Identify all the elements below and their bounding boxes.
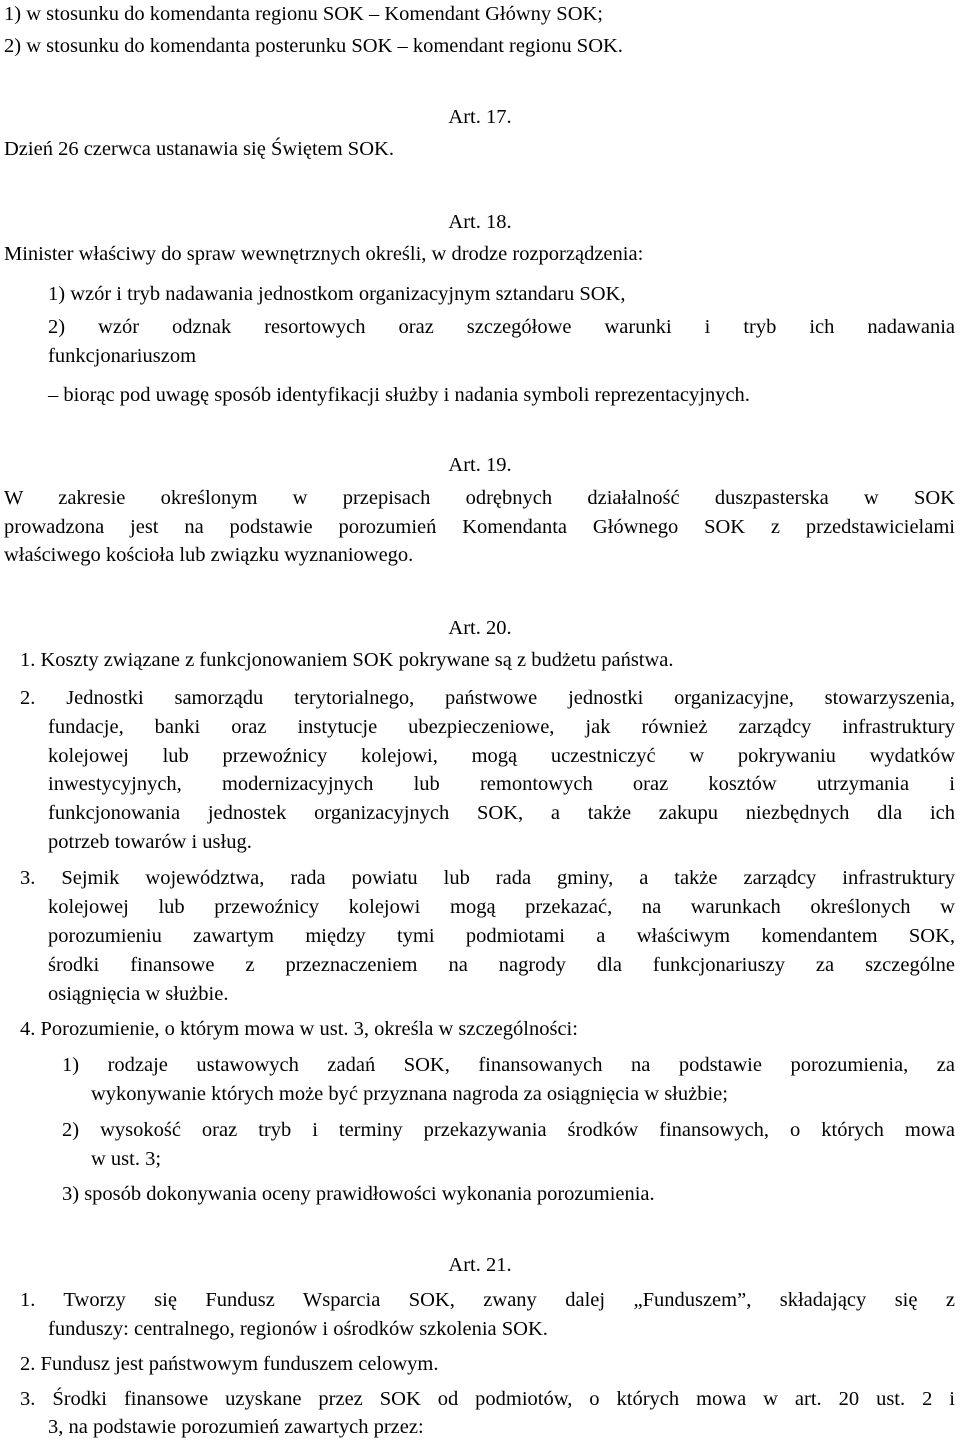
- art20-para-2-line-6: potrzeb towarów i usług.: [48, 831, 252, 853]
- art16-item-2: 2) w stosunku do komendanta posterunku SOK – komendant regionu SOK.: [4, 35, 623, 57]
- art20-para-3-line-5: osiągnięcia w służbie.: [48, 983, 229, 1005]
- art20-para-3-line-4: środki finansowe z przeznaczeniem na nagrody dla funkcjonariuszy za szczególne: [48, 954, 955, 976]
- art17-text: Dzień 26 czerwca ustanawia się Świętem SOK.: [4, 138, 394, 160]
- art20-para-2-line-3: kolejowej lub przewoźnicy kolejowi, mogą uczestniczyć w pokrywaniu wydatków: [48, 745, 955, 767]
- art21-para-3-line-1: 3. Środki finansowe uzyskane przez SOK od podmiotów, o których mowa w art. 20 ust. 2 i: [20, 1388, 955, 1410]
- article-heading-17: Art. 17.: [448, 106, 512, 128]
- art20-para-1: 1. Koszty związane z funkcjonowaniem SOK pokrywane są z budżetu państwa.: [20, 649, 674, 671]
- art19-line-3: właściwego kościoła lub związku wyznaniowego.: [4, 544, 414, 566]
- art18-item-2-cont: funkcjonariuszom: [48, 345, 197, 367]
- art21-para-3-line-2: 3, na podstawie porozumień zawartych przez:: [48, 1416, 424, 1438]
- art18-intro: Minister właściwy do spraw wewnętrznych określi, w drodze rozporządzenia:: [4, 243, 644, 265]
- art21-para-2: 2. Fundusz jest państwowym funduszem celowym.: [20, 1353, 439, 1375]
- art20-para-4-item-1: 1) rodzaje ustawowych zadań SOK, finansowanych na podstawie porozumienia, za: [62, 1054, 955, 1076]
- article-heading-21: Art. 21.: [448, 1254, 512, 1276]
- art20-para-2-line-2: fundacje, banki oraz instytucje ubezpieczeniowe, jak również zarządcy infrastruktury: [48, 716, 955, 738]
- art20-para-3-line-2: kolejowej lub przewoźnicy kolejowi mogą przekazać, na warunkach określonych w: [48, 896, 955, 918]
- art18-closing: – biorąc pod uwagę sposób identyfikacji służby i nadania symboli reprezentacyjnych.: [48, 384, 750, 406]
- article-heading-20: Art. 20.: [448, 617, 512, 639]
- art20-para-2-line-4: inwestycyjnych, modernizacyjnych lub remontowych oraz kosztów utrzymania i: [48, 773, 955, 795]
- art19-line-1: W zakresie określonym w przepisach odrębnych działalność duszpasterska w SOK: [4, 487, 955, 509]
- art20-para-3-line-3: porozumieniu zawartym między tymi podmiotami a właściwym komendantem SOK,: [48, 925, 955, 947]
- art20-para-4-item-2-cont: w ust. 3;: [91, 1148, 162, 1170]
- art21-para-1-line-2: funduszy: centralnego, regionów i ośrodków szkolenia SOK.: [48, 1318, 548, 1340]
- art21-para-1-line-1: 1. Tworzy się Fundusz Wsparcia SOK, zwany dalej „Funduszem”, składający się z: [20, 1289, 955, 1311]
- art20-para-4-item-2: 2) wysokość oraz tryb i terminy przekazywania środków finansowych, o których mowa: [62, 1119, 955, 1141]
- art19-line-2: prowadzona jest na podstawie porozumień Komendanta Głównego SOK z przedstawicielami: [4, 516, 955, 538]
- art20-para-4-item-3: 3) sposób dokonywania oceny prawidłowości wykonania porozumienia.: [62, 1183, 655, 1205]
- art18-item-1: 1) wzór i tryb nadawania jednostkom organizacyjnym sztandaru SOK,: [48, 283, 626, 305]
- art20-para-3-line-1: 3. Sejmik województwa, rada powiatu lub rada gminy, a także zarządcy infrastruktury: [20, 867, 955, 889]
- art20-para-2-line-1: 2. Jednostki samorządu terytorialnego, państwowe jednostki organizacyjne, stowarzyszenia,: [20, 687, 955, 709]
- article-heading-18: Art. 18.: [448, 211, 512, 233]
- article-heading-19: Art. 19.: [448, 454, 512, 476]
- art20-para-4-item-1-cont: wykonywanie których może być przyznana nagroda za osiągnięcia w służbie;: [91, 1083, 728, 1105]
- art20-para-4: 4. Porozumienie, o którym mowa w ust. 3, określa w szczególności:: [20, 1018, 578, 1040]
- art18-item-2: 2) wzór odznak resortowych oraz szczegółowe warunki i tryb ich nadawania: [48, 316, 955, 338]
- art20-para-2-line-5: funkcjonowania jednostek organizacyjnych SOK, a także zakupu niezbędnych dla ich: [48, 802, 955, 824]
- art16-item-1: 1) w stosunku do komendanta regionu SOK – Komendant Główny SOK;: [4, 3, 604, 25]
